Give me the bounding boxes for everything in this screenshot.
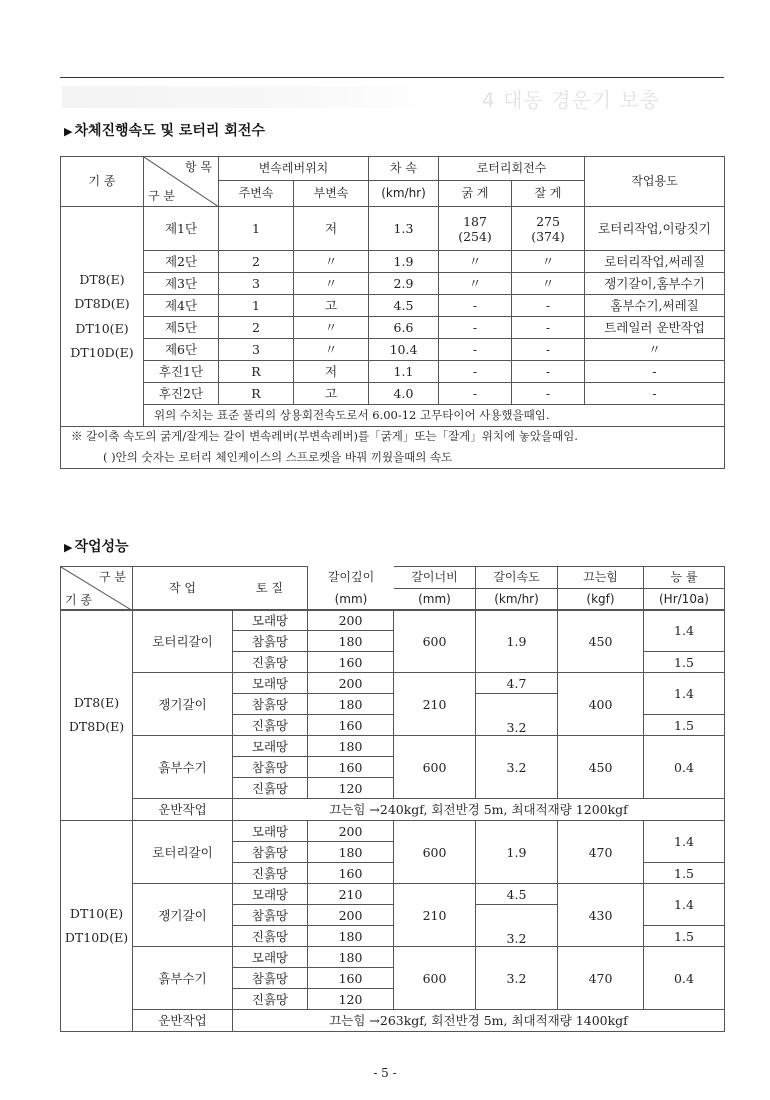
width-cell: 210 — [394, 673, 476, 736]
fine-cell: 〃 — [512, 273, 585, 295]
soil-cell: 진흙땅 — [233, 715, 308, 736]
header-soil-cell — [232, 567, 307, 609]
depth-cell: 200 — [308, 610, 394, 631]
coarse-cell: - — [439, 383, 512, 405]
header-model: 기 종 — [65, 592, 92, 607]
header-diagonal-cell — [61, 567, 133, 611]
pull-cell: 450 — [558, 610, 644, 673]
model-name: DT10D(E) — [64, 930, 129, 945]
depth-cell: 160 — [308, 863, 394, 884]
fine-cell: - — [512, 383, 585, 405]
model-name: DT8(E) — [79, 271, 125, 287]
use-cell: - — [585, 361, 725, 383]
speed-cell: 1.9 — [476, 821, 558, 884]
depth-cell: 200 — [308, 905, 394, 926]
footnote-1: ※ 갈이축 속도의 굵게/잘게는 갈이 변속레버(부변속레버)를「굵게」또는「잘게」위치에 놓았을때임. — [61, 427, 725, 448]
model-name: DT8D(E) — [68, 719, 125, 734]
header-pull: 끄는힘 — [558, 567, 644, 589]
header-speed-unit: (km/hr) — [476, 589, 558, 611]
model-name: DT8D(E) — [74, 296, 130, 312]
sub-cell: 〃 — [294, 339, 369, 361]
soil-cell: 참흙땅 — [233, 842, 308, 863]
eff-cell: 1.5 — [644, 652, 725, 673]
work-cell: 쟁기갈이 — [133, 884, 233, 947]
eff-cell: 0.4 — [644, 736, 725, 799]
main-cell: R — [219, 361, 294, 383]
eff-cell: 1.5 — [644, 863, 725, 884]
soil-cell: 참흙땅 — [233, 694, 308, 715]
sub-cell: 〃 — [294, 317, 369, 339]
work-cell: 흙부수기 — [133, 947, 233, 1010]
gear-cell: 제6단 — [144, 339, 219, 361]
header-model: 기 종 — [61, 157, 144, 207]
gear-cell: 제2단 — [144, 251, 219, 273]
speed-cell: 3.2 — [476, 905, 558, 947]
soil-cell: 참흙땅 — [233, 757, 308, 778]
triangle-icon: ▶ — [64, 541, 73, 554]
model-group — [61, 821, 133, 1032]
model-group — [61, 207, 144, 427]
fine-cell: 275 (374) — [512, 207, 585, 251]
header-depth-unit: (mm) — [334, 592, 368, 606]
bleed-through-heading: 4 대동 경운기 보충 — [482, 88, 661, 112]
header-diagonal-cell — [144, 157, 219, 207]
model-name: DT10(E) — [75, 320, 129, 336]
section-title-performance: ▶ 작업성능 — [64, 539, 129, 555]
soil-cell: 진흙땅 — [233, 863, 308, 884]
model-group — [61, 610, 133, 821]
soil-cell: 모래땅 — [233, 610, 308, 631]
speed-cell: 4.5 — [369, 295, 439, 317]
main-cell: 2 — [219, 317, 294, 339]
coarse-cell: 〃 — [439, 273, 512, 295]
speed-cell: 4.0 — [369, 383, 439, 405]
page-number: - 5 - — [373, 1066, 397, 1080]
speed-cell: 1.9 — [369, 251, 439, 273]
use-cell: 로터리작업,이랑짓기 — [585, 207, 725, 251]
soil-cell: 모래땅 — [233, 947, 308, 968]
header-div: 구 분 — [99, 570, 126, 584]
sub-cell: 고 — [294, 295, 369, 317]
depth-cell: 180 — [308, 694, 394, 715]
use-cell: - — [585, 383, 725, 405]
work-cell: 운반작업 — [133, 799, 233, 821]
gear-cell: 후진1단 — [144, 361, 219, 383]
model-name: DT8(E) — [73, 694, 120, 710]
header-coarse: 굵 게 — [439, 181, 512, 207]
use-cell: 트레일러 운반작업 — [585, 317, 725, 339]
use-cell: 홈부수기,써레질 — [585, 295, 725, 317]
depth-cell: 180 — [308, 947, 394, 968]
header-soil: 토 질 — [256, 581, 283, 595]
soil-cell: 모래땅 — [233, 736, 308, 757]
main-cell: 1 — [219, 207, 294, 251]
depth-cell: 160 — [308, 715, 394, 736]
soil-cell: 모래땅 — [233, 884, 308, 905]
depth-cell: 120 — [308, 778, 394, 799]
speed-cell: 6.6 — [369, 317, 439, 339]
header-rotary: 로터리회전수 — [439, 157, 585, 181]
work-cell: 운반작업 — [133, 1010, 233, 1032]
coarse-cell: 〃 — [439, 251, 512, 273]
main-cell: R — [219, 383, 294, 405]
depth-cell: 200 — [308, 673, 394, 694]
coarse-cell: - — [439, 339, 512, 361]
soil-cell: 진흙땅 — [233, 926, 308, 947]
gear-cell: 제5단 — [144, 317, 219, 339]
transport-spec: 끄는힘 →240kgf, 회전반경 5m, 최대적재량 1200kgf — [233, 799, 725, 821]
coarse-cell: - — [439, 317, 512, 339]
pull-cell: 470 — [558, 947, 644, 1010]
transport-spec: 끄는힘 →263kgf, 회전반경 5m, 최대적재량 1400kgf — [233, 1010, 725, 1032]
gear-cell: 후진2단 — [144, 383, 219, 405]
header-eff: 능 률 — [644, 567, 725, 589]
width-cell: 600 — [394, 947, 476, 1010]
main-cell: 2 — [219, 251, 294, 273]
header-pull-unit: (kgf) — [558, 589, 644, 611]
header-sub: 부변속 — [294, 181, 369, 207]
soil-cell: 진흙땅 — [233, 989, 308, 1010]
inner-note: 위의 수치는 표준 풀리의 상용회전속도로서 6.00-12 고무타이어 사용했을때임. — [144, 405, 725, 427]
soil-cell: 진흙땅 — [233, 778, 308, 799]
soil-cell: 참흙땅 — [233, 905, 308, 926]
main-cell: 1 — [219, 295, 294, 317]
triangle-icon: ▶ — [64, 125, 73, 138]
pull-cell: 470 — [558, 821, 644, 884]
depth-cell: 210 — [308, 884, 394, 905]
speed-cell: 1.1 — [369, 361, 439, 383]
fine-cell: 〃 — [512, 251, 585, 273]
speed-cell: 3.2 — [476, 694, 558, 736]
pull-cell: 400 — [558, 673, 644, 736]
model-name: DT10D(E) — [70, 344, 134, 360]
eff-cell: 0.4 — [644, 947, 725, 1010]
work-cell: 로터리갈이 — [133, 821, 233, 884]
header-main: 주변속 — [219, 181, 294, 207]
speed-cell: 3.2 — [476, 947, 558, 1010]
eff-cell: 1.4 — [644, 610, 725, 652]
depth-cell: 160 — [308, 757, 394, 778]
header-fine: 잘 게 — [512, 181, 585, 207]
soil-cell: 참흙땅 — [233, 631, 308, 652]
sub-cell: 저 — [294, 207, 369, 251]
header-speed: 갈이속도 — [476, 567, 558, 589]
section-title-speed: ▶ 차체진행속도 및 로터리 회전수 — [64, 123, 265, 139]
header-width: 갈이너비 — [394, 567, 476, 589]
pull-cell: 430 — [558, 884, 644, 947]
speed-cell: 4.5 — [476, 884, 558, 905]
use-cell: 쟁기갈이,홈부수기 — [585, 273, 725, 295]
header-speed-unit: (km/hr) — [369, 181, 439, 207]
width-cell: 600 — [394, 736, 476, 799]
speed-cell: 1.3 — [369, 207, 439, 251]
depth-cell: 180 — [308, 631, 394, 652]
speed-cell: 3.2 — [476, 736, 558, 799]
work-cell: 쟁기갈이 — [133, 673, 233, 736]
eff-cell: 1.5 — [644, 715, 725, 736]
fine-cell: - — [512, 339, 585, 361]
speed-table — [60, 156, 725, 469]
depth-cell: 200 — [308, 821, 394, 842]
width-cell: 210 — [394, 884, 476, 947]
coarse-cell: 187 (254) — [439, 207, 512, 251]
width-cell: 600 — [394, 610, 476, 673]
speed-cell: 10.4 — [369, 339, 439, 361]
soil-cell: 진흙땅 — [233, 652, 308, 673]
depth-cell: 160 — [308, 968, 394, 989]
sub-cell: 저 — [294, 361, 369, 383]
bleed-through-band — [62, 86, 442, 108]
top-rule — [60, 77, 724, 78]
model-name: DT10(E) — [69, 905, 124, 921]
header-width-unit: (mm) — [394, 589, 476, 611]
width-cell: 600 — [394, 821, 476, 884]
header-use: 작업용도 — [585, 157, 725, 207]
speed-cell: 2.9 — [369, 273, 439, 295]
fine-cell: - — [512, 361, 585, 383]
soil-cell: 참흙땅 — [233, 968, 308, 989]
sub-cell: 〃 — [294, 251, 369, 273]
work-cell: 로터리갈이 — [133, 610, 233, 673]
use-cell: 로터리작업,써레질 — [585, 251, 725, 273]
main-cell: 3 — [219, 339, 294, 361]
header-depth: 갈이깊이 — [327, 570, 375, 584]
depth-cell: 180 — [308, 926, 394, 947]
gear-cell: 제3단 — [144, 273, 219, 295]
coarse-cell: - — [439, 361, 512, 383]
depth-cell: 120 — [308, 989, 394, 1010]
eff-cell: 1.4 — [644, 821, 725, 863]
header-work: 작 업 — [133, 567, 233, 611]
eff-cell: 1.4 — [644, 884, 725, 926]
depth-cell: 180 — [308, 736, 394, 757]
eff-cell: 1.4 — [644, 673, 725, 715]
sub-cell: 〃 — [294, 273, 369, 295]
sub-cell: 고 — [294, 383, 369, 405]
gear-cell: 제1단 — [144, 207, 219, 251]
fine-cell: - — [512, 295, 585, 317]
header-eff-unit: (Hr/10a) — [644, 589, 725, 611]
footnote-2: ( )안의 숫자는 로터리 체인케이스의 스프로켓을 바꿔 끼웠을때의 속도 — [61, 448, 725, 469]
header-lever: 변속레버위치 — [219, 157, 369, 181]
work-cell: 흙부수기 — [133, 736, 233, 799]
coarse-cell: - — [439, 295, 512, 317]
header-speed: 차 속 — [369, 157, 439, 181]
soil-cell: 모래땅 — [233, 821, 308, 842]
fine-cell: - — [512, 317, 585, 339]
gear-cell: 제4단 — [144, 295, 219, 317]
use-cell: 〃 — [585, 339, 725, 361]
header-div: 구 분 — [148, 188, 175, 203]
eff-cell: 1.5 — [644, 926, 725, 947]
performance-body — [60, 609, 725, 1032]
speed-cell: 1.9 — [476, 610, 558, 673]
depth-cell: 180 — [308, 842, 394, 863]
pull-cell: 450 — [558, 736, 644, 799]
header-item: 항 목 — [185, 160, 212, 174]
main-cell: 3 — [219, 273, 294, 295]
header-depth-cell — [307, 566, 394, 610]
soil-cell: 모래땅 — [233, 673, 308, 694]
speed-cell: 4.7 — [476, 673, 558, 694]
depth-cell: 160 — [308, 652, 394, 673]
